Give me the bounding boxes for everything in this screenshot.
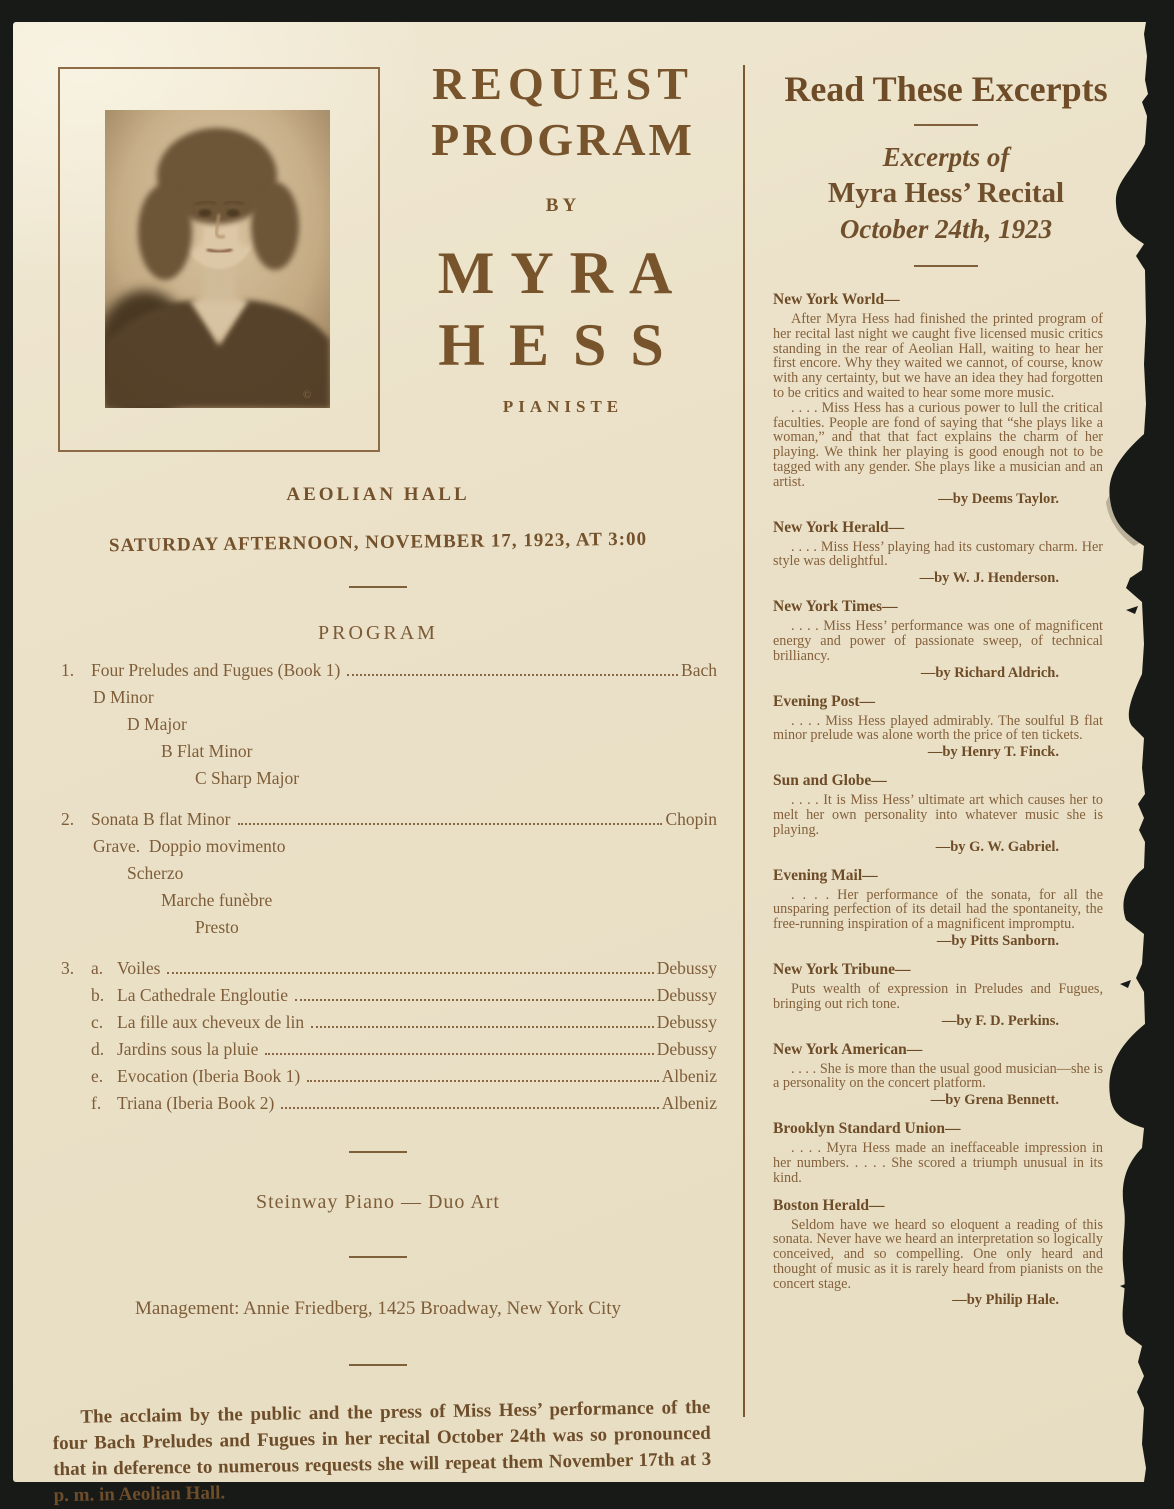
divider-rule: [914, 124, 978, 126]
item-movement: D Minor: [93, 687, 154, 707]
masthead-myra: MYRA: [437, 239, 689, 306]
program-page: [13, 22, 1152, 1507]
program-heading: PROGRAM: [318, 622, 438, 644]
program-item: [61, 1036, 717, 1063]
item-title: Voiles: [117, 958, 161, 978]
item-movement: C Sharp Major: [195, 768, 300, 788]
review-paragraph: . . . . Myra Hess made an ineffaceable impression in her numbers. . . . . She scored a triumph unusual in its kind.: [773, 1140, 1103, 1186]
review-paragraph: Seldom have we heard so eloquent a reading of this sonata. Never have we heard an interpretation so logically conceived, and so compelling. One only heard and thought of music as it is rarely heard from pianists on the concert stage.: [773, 1216, 1103, 1292]
masthead-pianiste: PIANISTE: [502, 396, 624, 416]
leader-dots: [311, 1026, 654, 1028]
review-source: New York Times—: [773, 598, 898, 616]
excerpts-subheading-1: Excerpts of: [882, 142, 1010, 172]
portrait-frame: [58, 67, 380, 452]
leader-dots: [238, 823, 663, 825]
item-movement: B Flat Minor: [161, 741, 253, 761]
item-title: Evocation (Iberia Book 1): [117, 1066, 301, 1086]
program-item: [61, 1063, 717, 1090]
program-item: [61, 982, 717, 1009]
reviews-list: [773, 291, 1103, 1309]
program-list: [13, 657, 743, 1117]
review-source: Boston Herald—: [773, 1196, 885, 1214]
photo-copyright-mark: ©: [303, 389, 312, 401]
review-byline: —by Grena Bennett.: [930, 1092, 1059, 1109]
review-source: Evening Mail—: [773, 866, 878, 884]
leader-dots: [347, 674, 678, 676]
item-movement: D Major: [127, 714, 187, 734]
item-letter: f.: [91, 1093, 102, 1113]
review-new-york-american: [773, 1041, 1103, 1110]
item-number: 2.: [61, 809, 75, 829]
excerpts-subheading-2: Myra Hess’ Recital: [827, 177, 1065, 209]
leader-dots: [281, 1107, 658, 1109]
divider-rule: [349, 1364, 407, 1366]
leader-dots: [265, 1053, 653, 1055]
review-paragraph: . . . . Her performance of the sonata, for all the unsparing perfection of its detail had the spontaneity, the free-running inspiration of a magnificent impromptu.: [773, 886, 1103, 933]
review-source: New York Herald—: [773, 518, 905, 536]
item-composer: Chopin: [665, 809, 717, 829]
review-source: New York Tribune—: [773, 960, 911, 978]
review-source: New York World—: [773, 291, 900, 308]
review-byline: —by F. D. Perkins.: [941, 1012, 1059, 1029]
program-item: [61, 806, 717, 833]
item-movement: Presto: [195, 917, 239, 937]
review-paragraph: . . . . She is more than the usual good musician—she is a personality on the concert platform.: [773, 1060, 1103, 1092]
review-sun-and-globe: [773, 772, 1103, 855]
divider-rule: [349, 1256, 407, 1258]
review-paragraph: . . . . Miss Hess played admirably. The soulful B flat minor prelude was alone worth the price of ten tickets.: [773, 712, 1103, 744]
review-paragraph: . . . . Miss Hess has a curious power to lull the critical faculties. People are fond of saying that “she plays like a woman,” and that that fact explains the charm of her playing. We think her playing is good enough not to be tagged with any gender. She plays like a musician and an artist.: [773, 399, 1103, 490]
item-title: Triana (Iberia Book 2): [117, 1093, 275, 1113]
review-byline: —by Pitts Sanborn.: [936, 932, 1059, 949]
program-column: [13, 22, 743, 1507]
review-paragraph: Puts wealth of expression in Preludes and Fugues, bringing out rich tone.: [773, 980, 1103, 1012]
review-byline: —by W. J. Henderson.: [919, 570, 1059, 587]
divider-rule: [914, 265, 978, 267]
review-byline: —by Philip Hale.: [952, 1292, 1059, 1309]
leader-dots: [295, 999, 654, 1001]
item-number: 1.: [61, 660, 75, 680]
program-item: [61, 1009, 717, 1036]
review-byline: —by G. W. Gabriel.: [935, 838, 1059, 855]
item-composer: Debussy: [656, 1039, 717, 1059]
venue-name: AEOLIAN HALL: [286, 484, 470, 505]
divider-rule: [349, 1151, 407, 1153]
masthead-request: REQUEST: [432, 58, 694, 109]
review-paragraph: . . . . Miss Hess’ performance was one of magnificent energy and power of passionate sweep, of technical brilliancy.: [773, 618, 1103, 664]
review-paragraph: . . . . It is Miss Hess’ ultimate art which causes her to melt her own personality into whatever music she is playing.: [773, 792, 1103, 838]
acclaim-paragraph: The acclaim by the public and the press of Miss Hess’ performance of the four Bach Preludes and Fugues in her recital October 24th was so pronounced that in deference to numerous requests she will repeat them November 17th at 3 p. m. in Aeolian Hall.: [52, 1396, 712, 1507]
item-title: Four Preludes and Fugues (Book 1): [91, 660, 341, 680]
review-source: New York American—: [773, 1040, 923, 1058]
item-title: La fille aux cheveux de lin: [117, 1012, 305, 1032]
item-letter: b.: [91, 985, 105, 1005]
review-new-york-tribune: [773, 961, 1103, 1030]
review-paragraph: After Myra Hess had finished the printed program of her recital last night we caught five licensed music critics standing in the rear of Aeolian Hall, waiting to hear her first encore. Why they waited we cannot, of course, know with any certainty, but we have an idea they had forgotten to be critics and waited to hear some more music.: [773, 311, 1103, 401]
masthead-hess: HESS: [438, 311, 688, 378]
item-letter: e.: [91, 1066, 104, 1086]
leader-dots: [307, 1080, 658, 1082]
review-new-york-herald: [773, 519, 1103, 588]
item-movement: Scherzo: [127, 863, 184, 883]
leader-dots: [167, 972, 653, 974]
review-byline: —by Henry T. Finck.: [927, 744, 1059, 761]
item-letter: d.: [91, 1039, 105, 1059]
management-line: Management: Annie Friedberg, 1425 Broadway, New York City: [134, 1298, 622, 1319]
excerpts-heading: Read These Excerpts: [784, 69, 1108, 109]
item-composer: Debussy: [656, 985, 717, 1005]
item-number: 3.: [61, 958, 75, 978]
review-source: Brooklyn Standard Union—: [773, 1120, 961, 1138]
item-title: Sonata B flat Minor: [91, 809, 231, 829]
item-composer: Albeniz: [661, 1093, 717, 1113]
item-composer: Bach: [681, 660, 717, 680]
review-paragraph: . . . . Miss Hess’ playing had its customary charm. Her style was delightful.: [773, 538, 1103, 570]
item-letter: c.: [91, 1012, 104, 1032]
item-title: La Cathedrale Engloutie: [117, 985, 289, 1005]
program-item: [61, 955, 717, 982]
column-divider: [743, 65, 745, 1417]
masthead-program: PROGRAM: [431, 114, 695, 166]
review-evening-mail: [773, 867, 1103, 950]
item-letter: a.: [91, 958, 104, 978]
portrait-photo: [105, 110, 330, 408]
item-movement: Grave. Doppio movimento: [93, 836, 286, 856]
item-composer: Albeniz: [661, 1066, 717, 1086]
review-new-york-world: [773, 291, 1103, 508]
review-byline: —by Richard Aldrich.: [920, 664, 1059, 681]
item-movement: Marche funèbre: [161, 890, 273, 910]
excerpts-subheading-3: October 24th, 1923: [839, 214, 1053, 244]
item-composer: Debussy: [656, 1012, 717, 1032]
review-source: Evening Post—: [773, 692, 876, 710]
review-new-york-times: [773, 598, 1103, 681]
review-byline: —by Deems Taylor.: [938, 490, 1059, 507]
masthead: [395, 60, 731, 417]
review-boston-herald: [773, 1197, 1103, 1310]
excerpts-column: [757, 22, 1119, 1482]
program-item: [61, 657, 717, 684]
event-datetime: SATURDAY AFTERNOON, NOVEMBER 17, 1923, AT 3:00: [108, 528, 648, 557]
item-composer: Debussy: [656, 958, 717, 978]
program-item: [61, 1090, 717, 1117]
review-brooklyn-standard-union: [773, 1120, 1103, 1185]
masthead-by: BY: [545, 194, 581, 216]
piano-note: Steinway Piano — Duo Art: [256, 1191, 500, 1213]
review-evening-post: [773, 693, 1103, 762]
item-title: Jardins sous la pluie: [117, 1039, 259, 1059]
torn-paper-edge: [1092, 22, 1152, 1482]
divider-rule: [349, 586, 407, 588]
review-source: Sun and Globe—: [773, 772, 887, 790]
